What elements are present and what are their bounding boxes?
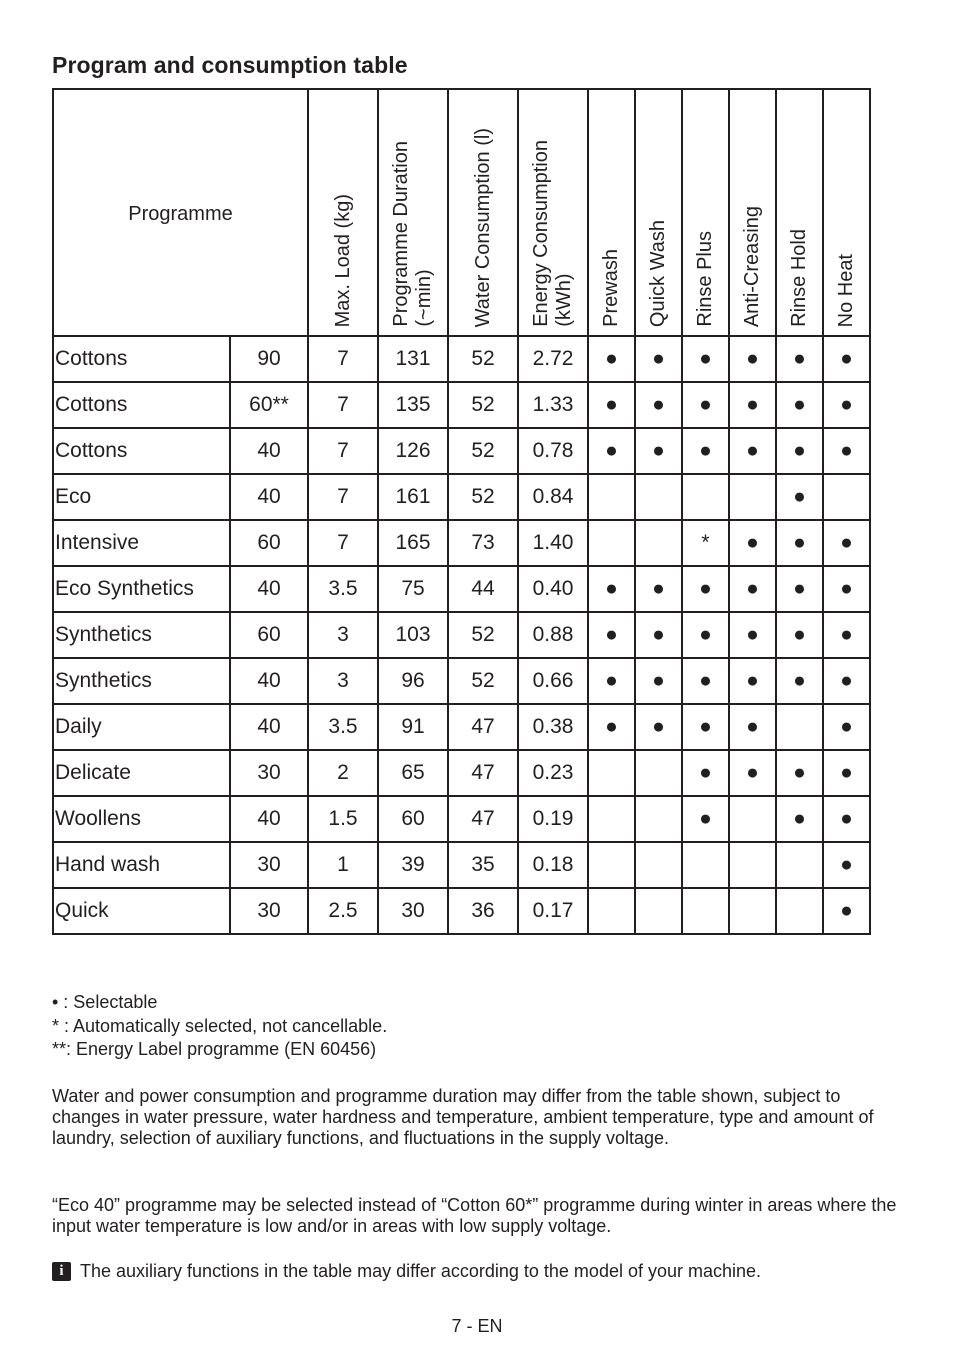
legend-automatic: * : Automatically selected, not cancellable. (52, 1015, 388, 1036)
cell-option-rinsehold: ● (776, 382, 823, 428)
cell-water: 47 (448, 750, 518, 796)
consumption-note: Water and power consumption and programme duration may differ from the table shown, subject to changes in water pressure, water hardness and temperature, ambient temperature, type and amount of laundry, selection of auxiliary functions, and fluctuations in the supply voltage. (52, 1086, 874, 1148)
cell-option-quickwash (635, 520, 682, 566)
column-header-label: Anti-Creasing (741, 205, 763, 327)
cell-load: 7 (308, 474, 378, 520)
cell-option-rinseplus: * (682, 520, 729, 566)
cell-name: Cottons (53, 336, 230, 382)
table-row (53, 658, 870, 704)
column-header-label: Rinse Hold (788, 229, 810, 327)
cell-option-anticreasing: ● (729, 520, 776, 566)
cell-option-quickwash (635, 750, 682, 796)
cell-water: 47 (448, 704, 518, 750)
cell-temp: 40 (230, 566, 308, 612)
cell-load: 3 (308, 658, 378, 704)
cell-duration: 39 (378, 842, 448, 888)
cell-option-prewash (588, 888, 635, 934)
cell-load: 3.5 (308, 704, 378, 750)
cell-water: 73 (448, 520, 518, 566)
cell-water: 36 (448, 888, 518, 934)
cell-name: Synthetics (53, 612, 230, 658)
cell-option-noheat: ● (823, 566, 870, 612)
cell-option-noheat: ● (823, 888, 870, 934)
cell-option-prewash: ● (588, 382, 635, 428)
table-row (53, 382, 870, 428)
cell-option-noheat: ● (823, 520, 870, 566)
cell-option-quickwash (635, 474, 682, 520)
column-header-label: No Heat (835, 253, 857, 327)
column-header-noheat (823, 89, 870, 336)
cell-option-rinseplus (682, 888, 729, 934)
cell-option-rinsehold: ● (776, 566, 823, 612)
table-row (53, 474, 870, 520)
cell-name: Eco Synthetics (53, 566, 230, 612)
cell-load: 7 (308, 520, 378, 566)
page-number: 7 - EN (451, 1316, 503, 1336)
cell-energy: 0.78 (518, 428, 588, 474)
legend-selectable: • : Selectable (52, 992, 158, 1012)
column-header-label: Water Consumption (l) (471, 127, 494, 327)
cell-option-rinseplus: ● (682, 382, 729, 428)
cell-water: 35 (448, 842, 518, 888)
cell-option-noheat: ● (823, 382, 870, 428)
cell-water: 47 (448, 796, 518, 842)
cell-option-rinseplus: ● (682, 612, 729, 658)
cell-option-noheat: ● (823, 612, 870, 658)
cell-energy: 0.88 (518, 612, 588, 658)
cell-name: Woollens (53, 796, 230, 842)
cell-energy: 0.38 (518, 704, 588, 750)
cell-duration: 96 (378, 658, 448, 704)
cell-load: 7 (308, 382, 378, 428)
cell-name: Daily (53, 704, 230, 750)
cell-option-quickwash: ● (635, 382, 682, 428)
cell-energy: 0.19 (518, 796, 588, 842)
column-header-water (448, 89, 518, 336)
cell-water: 52 (448, 336, 518, 382)
cell-temp: 30 (230, 842, 308, 888)
cell-duration: 131 (378, 336, 448, 382)
cell-option-rinseplus (682, 842, 729, 888)
column-header-duration (378, 89, 448, 336)
cell-option-anticreasing: ● (729, 750, 776, 796)
cell-option-prewash: ● (588, 704, 635, 750)
info-icon: i (52, 1262, 71, 1281)
column-header-anticreasing (729, 89, 776, 336)
cell-load: 1.5 (308, 796, 378, 842)
cell-duration: 91 (378, 704, 448, 750)
cell-name: Delicate (53, 750, 230, 796)
page-title: Program and consumption table (52, 52, 408, 78)
cell-load: 2 (308, 750, 378, 796)
cell-option-noheat: ● (823, 336, 870, 382)
table-row (53, 336, 870, 382)
cell-option-rinsehold: ● (776, 520, 823, 566)
cell-energy: 0.18 (518, 842, 588, 888)
cell-option-prewash (588, 520, 635, 566)
cell-option-noheat (823, 474, 870, 520)
cell-temp: 60 (230, 520, 308, 566)
cell-duration: 165 (378, 520, 448, 566)
cell-water: 52 (448, 382, 518, 428)
cell-option-noheat: ● (823, 750, 870, 796)
cell-water: 52 (448, 428, 518, 474)
table-row (53, 888, 870, 934)
cell-option-quickwash: ● (635, 336, 682, 382)
cell-option-rinsehold (776, 888, 823, 934)
cell-option-rinsehold: ● (776, 336, 823, 382)
cell-option-noheat: ● (823, 842, 870, 888)
cell-option-quickwash: ● (635, 704, 682, 750)
cell-option-quickwash: ● (635, 658, 682, 704)
cell-option-rinseplus: ● (682, 566, 729, 612)
column-header-rinseplus (682, 89, 729, 336)
column-header-prewash (588, 89, 635, 336)
cell-load: 3 (308, 612, 378, 658)
cell-duration: 30 (378, 888, 448, 934)
cell-temp: 40 (230, 474, 308, 520)
cell-option-rinsehold: ● (776, 750, 823, 796)
cell-energy: 0.17 (518, 888, 588, 934)
cell-duration: 60 (378, 796, 448, 842)
cell-temp: 40 (230, 704, 308, 750)
cell-option-rinsehold (776, 704, 823, 750)
cell-temp: 30 (230, 750, 308, 796)
cell-option-rinsehold: ● (776, 658, 823, 704)
cell-option-quickwash (635, 796, 682, 842)
cell-option-anticreasing (729, 474, 776, 520)
table-row (53, 842, 870, 888)
cell-energy: 2.72 (518, 336, 588, 382)
cell-energy: 0.66 (518, 658, 588, 704)
cell-temp: 40 (230, 428, 308, 474)
table-row (53, 566, 870, 612)
cell-energy: 1.33 (518, 382, 588, 428)
cell-duration: 126 (378, 428, 448, 474)
cell-option-rinseplus: ● (682, 428, 729, 474)
table-row (53, 750, 870, 796)
cell-name: Cottons (53, 382, 230, 428)
cell-duration: 75 (378, 566, 448, 612)
cell-energy: 0.84 (518, 474, 588, 520)
cell-option-anticreasing: ● (729, 566, 776, 612)
cell-option-rinsehold: ● (776, 796, 823, 842)
cell-water: 52 (448, 612, 518, 658)
cell-temp: 40 (230, 658, 308, 704)
cell-duration: 135 (378, 382, 448, 428)
table-row (53, 612, 870, 658)
cell-energy: 0.40 (518, 566, 588, 612)
cell-option-noheat: ● (823, 704, 870, 750)
cell-option-rinsehold: ● (776, 474, 823, 520)
cell-option-rinseplus: ● (682, 750, 729, 796)
cell-name: Eco (53, 474, 230, 520)
cell-option-prewash (588, 474, 635, 520)
cell-load: 1 (308, 842, 378, 888)
cell-option-anticreasing: ● (729, 704, 776, 750)
cell-option-prewash: ● (588, 566, 635, 612)
column-header-label: Energy Consumption (530, 140, 552, 327)
cell-load: 7 (308, 428, 378, 474)
cell-option-noheat: ● (823, 428, 870, 474)
cell-energy: 0.23 (518, 750, 588, 796)
cell-temp: 60** (230, 382, 308, 428)
column-header-label: (~min) (413, 269, 435, 327)
cell-option-prewash (588, 750, 635, 796)
column-header-label: Max. Load (kg) (331, 193, 354, 327)
cell-option-quickwash: ● (635, 428, 682, 474)
column-header-load (308, 89, 378, 336)
program-table (52, 88, 871, 935)
cell-option-anticreasing: ● (729, 428, 776, 474)
cell-option-rinseplus: ● (682, 704, 729, 750)
cell-option-anticreasing: ● (729, 382, 776, 428)
legend (52, 991, 387, 1062)
cell-water: 44 (448, 566, 518, 612)
cell-option-anticreasing (729, 842, 776, 888)
column-header-label: Rinse Plus (694, 231, 716, 327)
cell-option-rinseplus: ● (682, 658, 729, 704)
column-header-energy (518, 89, 588, 336)
column-header-label: Programme Duration (390, 141, 412, 327)
cell-option-rinseplus: ● (682, 336, 729, 382)
cell-name: Quick (53, 888, 230, 934)
cell-water: 52 (448, 474, 518, 520)
cell-option-anticreasing: ● (729, 336, 776, 382)
cell-energy: 1.40 (518, 520, 588, 566)
cell-name: Cottons (53, 428, 230, 474)
eco40-note: “Eco 40” programme may be selected instead of “Cotton 60*” programme during winter in areas where the input water temperature is low and/or in areas with low supply voltage. (52, 1195, 897, 1236)
cell-option-prewash: ● (588, 336, 635, 382)
legend-energy-label: **: Energy Label programme (EN 60456) (52, 1039, 377, 1059)
cell-name: Hand wash (53, 842, 230, 888)
table-header-row (53, 89, 870, 336)
column-header-label: (kWh) (553, 273, 575, 327)
cell-load: 3.5 (308, 566, 378, 612)
cell-option-noheat: ● (823, 658, 870, 704)
cell-name: Synthetics (53, 658, 230, 704)
cell-option-rinsehold: ● (776, 612, 823, 658)
cell-option-noheat: ● (823, 796, 870, 842)
cell-option-quickwash: ● (635, 612, 682, 658)
cell-option-prewash (588, 842, 635, 888)
cell-water: 52 (448, 658, 518, 704)
cell-load: 7 (308, 336, 378, 382)
column-header-rinsehold (776, 89, 823, 336)
cell-duration: 65 (378, 750, 448, 796)
cell-temp: 90 (230, 336, 308, 382)
cell-option-prewash (588, 796, 635, 842)
column-header-quickwash (635, 89, 682, 336)
table-row (53, 520, 870, 566)
cell-duration: 161 (378, 474, 448, 520)
table-row (53, 428, 870, 474)
column-header-label: Prewash (600, 249, 622, 327)
cell-option-rinseplus (682, 474, 729, 520)
table-row (53, 704, 870, 750)
cell-option-anticreasing: ● (729, 612, 776, 658)
cell-option-quickwash: ● (635, 566, 682, 612)
cell-option-anticreasing: ● (729, 658, 776, 704)
cell-option-prewash: ● (588, 612, 635, 658)
cell-option-anticreasing (729, 796, 776, 842)
cell-name: Intensive (53, 520, 230, 566)
cell-duration: 103 (378, 612, 448, 658)
cell-temp: 30 (230, 888, 308, 934)
cell-temp: 60 (230, 612, 308, 658)
info-note-text: The auxiliary functions in the table may differ according to the model of your machine. (80, 1261, 762, 1281)
programme-header: Programme (53, 89, 308, 336)
cell-load: 2.5 (308, 888, 378, 934)
cell-option-anticreasing (729, 888, 776, 934)
cell-option-prewash: ● (588, 428, 635, 474)
info-note (52, 1261, 761, 1282)
cell-option-prewash: ● (588, 658, 635, 704)
cell-option-rinseplus: ● (682, 796, 729, 842)
table-row (53, 796, 870, 842)
cell-option-rinsehold: ● (776, 428, 823, 474)
column-header-label: Quick Wash (647, 219, 669, 327)
cell-option-quickwash (635, 842, 682, 888)
cell-temp: 40 (230, 796, 308, 842)
cell-option-quickwash (635, 888, 682, 934)
cell-option-rinsehold (776, 842, 823, 888)
